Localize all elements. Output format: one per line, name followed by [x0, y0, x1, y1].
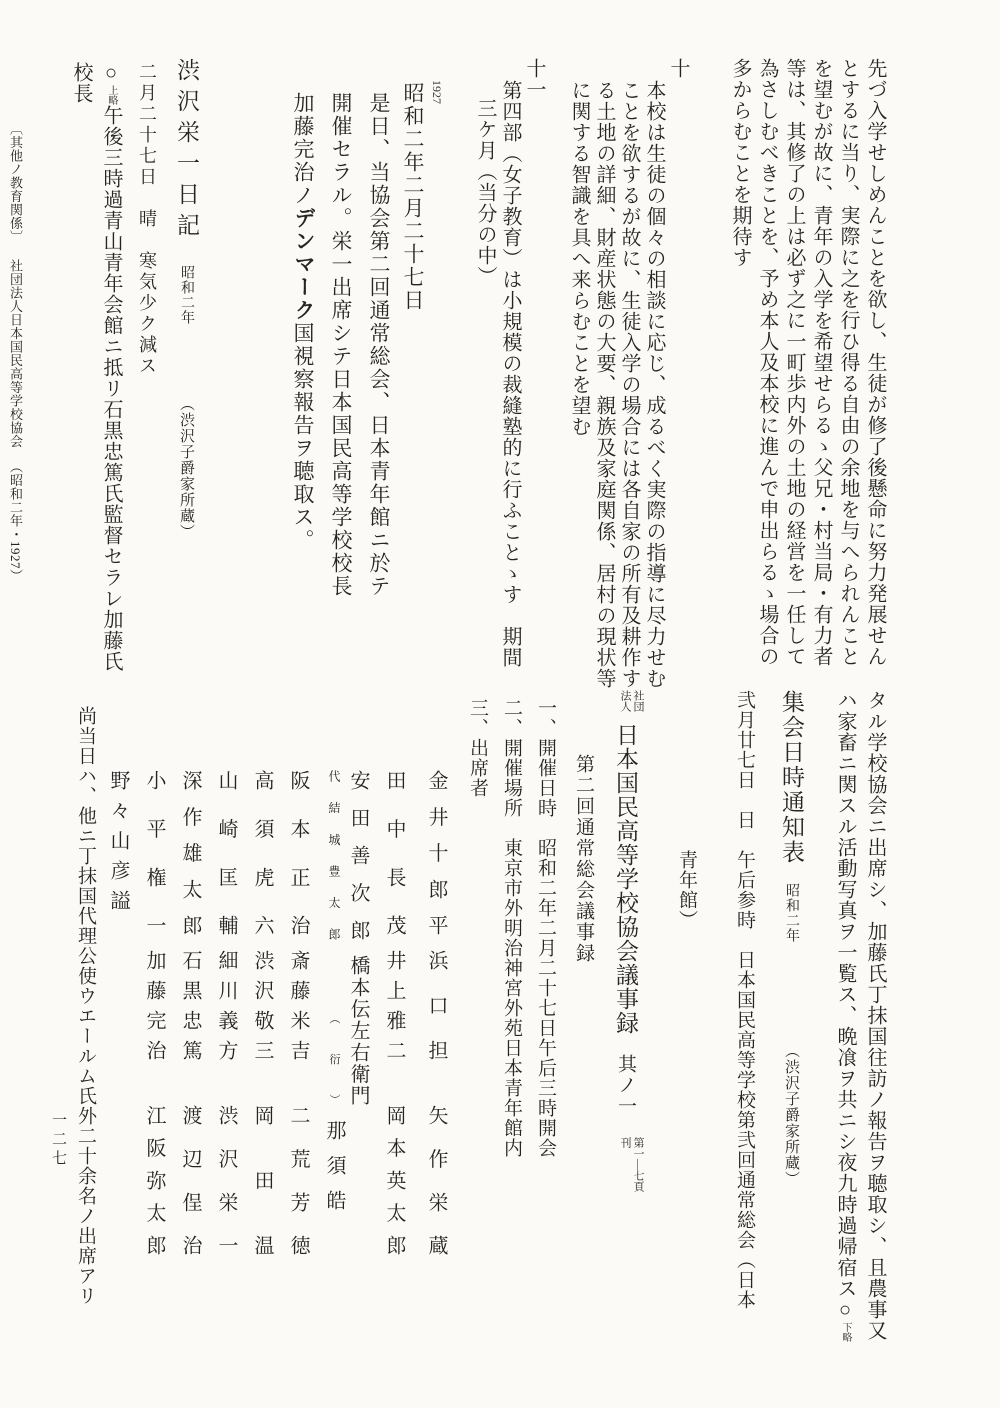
attendee-name: 金井十郎平 — [425, 770, 447, 935]
diary-subtitle: 昭和二年 — [179, 264, 194, 325]
attendee-name: 二荒芳徳 — [287, 1105, 309, 1255]
minutes-item-1: 一、開催日時 昭和二年二月二十七日午后三時開会 — [535, 698, 556, 1158]
attendee-name: 那須皓 — [323, 1120, 345, 1210]
attendee-column — [316, 686, 376, 1386]
attendee-with-note — [328, 955, 376, 1105]
item-10-marker: 十 — [667, 58, 689, 79]
page-number: 一二七 — [50, 1112, 66, 1169]
diary-title: 渋沢栄一日記 — [174, 58, 199, 244]
attendee-column — [244, 686, 280, 1386]
attendee-column — [208, 686, 244, 1386]
diary-source-note: （渋沢子爵家所蔵） — [178, 395, 194, 540]
attendee-name: 江阪弥太郎 — [143, 1105, 165, 1255]
attendee-name: 斎藤米吉 — [287, 950, 309, 1060]
attendee-name: 浜口担 — [425, 950, 447, 1060]
attendee-name: 渋沢栄一 — [215, 1105, 237, 1255]
margin-year-1927: 1927 — [430, 80, 444, 104]
attendee-name: 田中長茂 — [383, 770, 405, 935]
corporate-form-1: 社団 — [632, 690, 644, 712]
diary-text-line — [66, 58, 126, 690]
minutes-item-2: 二、開催場所 東京市外明治神宮外苑日本青年館内 — [501, 698, 522, 1158]
section-organization: 社団法人日本国民高等学校協会 — [8, 259, 23, 449]
denmark-emphasis: デンマーク — [292, 207, 315, 322]
diary-text: 午後三時過青山青年会館ニ抵リ石黒忠篤氏監督セラレ加藤氏校長 — [70, 62, 122, 672]
section-label: 〔其他ノ教育関係〕 — [8, 122, 23, 244]
diary-continuation-line — [830, 686, 860, 1386]
pages-range-note: 第一―七頁 — [632, 1137, 644, 1193]
notice-entry-wrap: 青年館） — [676, 850, 697, 930]
paragraph-line: を望むが故に、青年の入学を希望せらるゝ父兄・村当局・有力者 — [810, 58, 832, 667]
notice-title: 集会日時通知表 — [779, 690, 804, 865]
minutes-part-label: 其ノ一 — [615, 1053, 636, 1117]
item-11-line: 三ケ月（当分の中） — [474, 98, 496, 287]
attendee-name: 矢作栄蔵 — [425, 1105, 447, 1255]
attendee-name: 橋本伝左右衛門 — [347, 955, 369, 1105]
entry-line — [284, 58, 322, 690]
attendee-name: 加藤完治 — [143, 950, 165, 1060]
section-year: （昭和二年・1927） — [8, 460, 23, 583]
diary-source-column — [168, 58, 204, 690]
item-11-marker: 十一 — [523, 58, 545, 100]
attendee-name: 安田善次郎 — [347, 770, 369, 940]
page-number-block — [28, 1112, 68, 1202]
closing-note: 尚当日ハ、他ニ丁抹国代理公使ウエールム氏外二十余名ノ出席アリ — [75, 706, 96, 1306]
attendee-name: 渡辺侱治 — [179, 1105, 201, 1255]
attendee-name: 井上雅二 — [383, 950, 405, 1060]
diary-date-line: 二月二十七日 晴 寒気少ク減ス — [137, 62, 157, 377]
notice-entry-line: 弐月廿七日 日 午后参時 日本国民高等学校第弐回通常総会（日本 — [734, 690, 755, 1310]
diary-text: ハ家畜ニ関スル活動写真ヲ一覧ス、晩飡ヲ共ニシ夜九時過帰宿ス — [834, 690, 856, 1299]
paragraph-line: 先づ入学せしめんことを欲し、生徒が修了後懸命に努力発展せん — [864, 58, 886, 667]
paragraph-line: 多からむことを期待す — [729, 58, 751, 268]
proxy-note: 代結城豊太郎 — [327, 770, 341, 940]
notice-source-note: （渋沢子爵家所蔵） — [783, 1042, 799, 1187]
paragraph-line: 等は、其修了の上は必ず之に一町歩内外の土地の経営を一任して — [783, 58, 805, 667]
item-10-line: ことを欲するが故に、生徒入学の場合には各自家の所有及耕作す — [618, 80, 640, 689]
item-10-line: る土地の詳細、財産状態の大要、親族及家庭関係、居村の現状等 — [593, 80, 615, 689]
top-text-block — [8, 58, 888, 690]
omission-label: 下略 — [840, 1322, 851, 1342]
attendee-name: 岡田温 — [251, 1105, 273, 1255]
attendee-column — [172, 686, 208, 1386]
minutes-title: 日本国民高等学校協会議事録 — [613, 722, 638, 1035]
entry-line-post: 国視察報告ヲ聴取ス。 — [291, 322, 315, 552]
entry-date-heading: 昭和二年二月二十七日 — [401, 82, 425, 312]
redundancy-note: （衍） — [328, 1013, 340, 1105]
attendee-with-proxy — [327, 770, 376, 940]
attendee-name: 高須虎六 — [251, 770, 273, 935]
attendee-column — [136, 686, 172, 1386]
minutes-subtitle: 第二回通常総会議事録 — [573, 754, 594, 964]
omission-circle-mark: ○ — [100, 62, 122, 85]
paragraph-line: 為さしむべきことを、予め本人及本校に進んで申出らるゝ場合の — [756, 58, 778, 667]
corporate-form-stack — [618, 690, 644, 712]
paragraph-line: とするに当り、実際に之を行ひ得る自由の余地を与へられんこと — [837, 58, 859, 667]
attendee-name: 山崎匡輔 — [215, 770, 237, 935]
attendee-name: 渋沢敬三 — [251, 950, 273, 1060]
bottom-text-block — [22, 686, 890, 1386]
notice-title-column — [776, 686, 806, 1386]
attendee-column — [376, 686, 412, 1386]
attendee-column — [280, 686, 316, 1386]
item-10-line: 本校は生徒の個々の相談に応じ、成るべく実際の指導に尽力せむ — [643, 80, 665, 689]
running-section-column — [0, 58, 30, 690]
attendee-name: 深作雄太郎 — [179, 770, 201, 935]
notice-subtitle: 昭和二年 — [784, 882, 799, 943]
printed-source-note: 刊 — [619, 1137, 631, 1149]
attendee-name: 阪本正治 — [287, 770, 309, 935]
pages-citation-stack — [618, 1137, 644, 1192]
item-10-line: に関する智識を具へ来らむことを望む — [568, 80, 590, 437]
attendee-name: 野々山彦謚 — [107, 770, 129, 910]
omission-circle-mark: ○ — [834, 1299, 856, 1322]
minutes-title-column — [610, 686, 644, 1386]
attendee-name: 細川義方 — [215, 950, 237, 1060]
omission-label: 上略 — [106, 85, 117, 105]
attendee-column — [418, 686, 454, 1386]
attendee-name: 石黒忠篤 — [179, 950, 201, 1060]
minutes-item-3: 三、出席者 — [467, 698, 488, 798]
entry-line: 開催セラル。栄一出席シテ日本国民高等学校校長 — [329, 92, 353, 598]
attendee-column — [100, 686, 136, 1386]
attendee-name: 小平権一 — [143, 770, 165, 935]
item-11-line: 第四部（女子教育）は小規模の裁縫塾的に行ふことゝす 期間 — [499, 80, 521, 668]
entry-line-pre: 加藤完治ノ — [291, 92, 315, 207]
entry-line: 是日、当協会第二回通常総会、日本青年館ニ於テ — [367, 92, 391, 598]
diary-continuation-line: タル学校協会ニ出席シ、加藤氏丁抹国往訪ノ報告ヲ聴取シ、且農事又 — [864, 690, 886, 1341]
attendee-name: 岡本英太郎 — [383, 1105, 405, 1255]
corporate-form-2: 法人 — [619, 690, 631, 712]
